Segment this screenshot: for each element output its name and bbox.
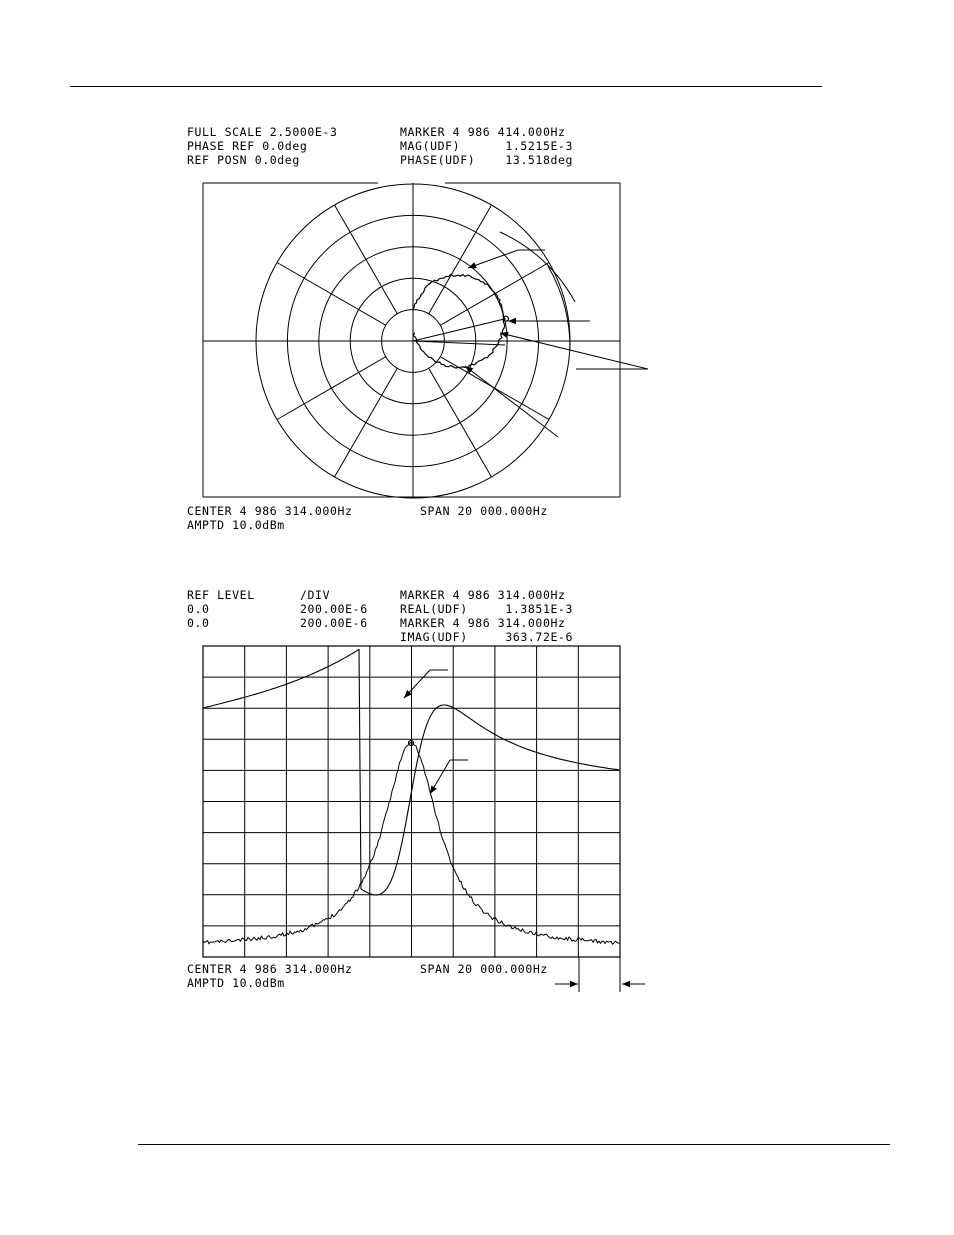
rect-callout-arrow-1 [404,670,430,698]
rect-ref-level-b: 0.0 [187,616,210,630]
rect-marker-imag: IMAG(UDF) 363.72E-6 [400,630,574,644]
polar-callout-arrow-2-head [508,318,516,324]
polar-plot [203,183,648,498]
rect-marker-real: REAL(UDF) 1.3851E-3 [400,602,574,616]
rect-span-arrow-left [555,981,578,987]
rect-div-b: 200.00E-6 [300,616,368,630]
polar-callout-arrow-1 [468,250,518,268]
polar-outer-arc-2 [500,232,575,302]
rect-div-a: 200.00E-6 [300,602,368,616]
polar-span: SPAN 20 000.000Hz [420,504,548,518]
rect-center: CENTER 4 986 314.000Hz [187,962,353,976]
rect-marker-freq-a: MARKER 4 986 314.000Hz [400,588,566,602]
rect-plot [203,646,645,992]
rect-amptd: AMPTD 10.0dBm [187,976,285,990]
rect-marker-freq-b: MARKER 4 986 314.000Hz [400,616,566,630]
polar-callout-arrow-4-shaft [465,366,558,437]
polar-spoke-30 [440,263,549,326]
polar-phase-ref: PHASE REF 0.0deg [187,139,308,153]
polar-trace [413,274,505,368]
polar-ref-posn: REF POSN 0.0deg [187,153,300,167]
polar-spoke-150 [277,263,386,326]
polar-spoke-210 [277,357,386,420]
polar-spoke-240 [335,368,398,477]
polar-full-scale: FULL SCALE 2.5000E-3 [187,125,338,139]
rect-span-arrow-left-head [570,981,578,987]
rect-span-arrow-right-head [622,981,630,987]
rect-ref-level-a: 0.0 [187,602,210,616]
polar-marker-vector-2 [413,341,505,345]
polar-spoke-60 [429,205,492,314]
rect-span: SPAN 20 000.000Hz [420,962,548,976]
polar-marker-vector [413,319,506,341]
polar-amptd: AMPTD 10.0dBm [187,518,285,532]
polar-marker-freq: MARKER 4 986 414.000Hz [400,125,566,139]
rect-span-arrow-right [622,981,645,987]
polar-center: CENTER 4 986 314.000Hz [187,504,353,518]
polar-callout-arrow-4 [465,366,558,437]
polar-callout-arrow-3 [500,332,648,369]
rect-div-label: /DIV [300,588,331,602]
polar-callout-arrow-3-shaft [500,333,648,369]
polar-callout-arrow-2 [508,318,590,324]
rect-ref-level-label: REF LEVEL [187,588,255,602]
polar-marker-phase: PHASE(UDF) 13.518deg [400,153,574,167]
rect-callout-arrow-2-head [430,785,437,794]
polar-marker-mag: MAG(UDF) 1.5215E-3 [400,139,574,153]
polar-spoke-300 [429,368,492,477]
polar-spoke-120 [335,205,398,314]
polar-frame [203,183,620,497]
rect-callout-arrow-2 [430,760,450,794]
